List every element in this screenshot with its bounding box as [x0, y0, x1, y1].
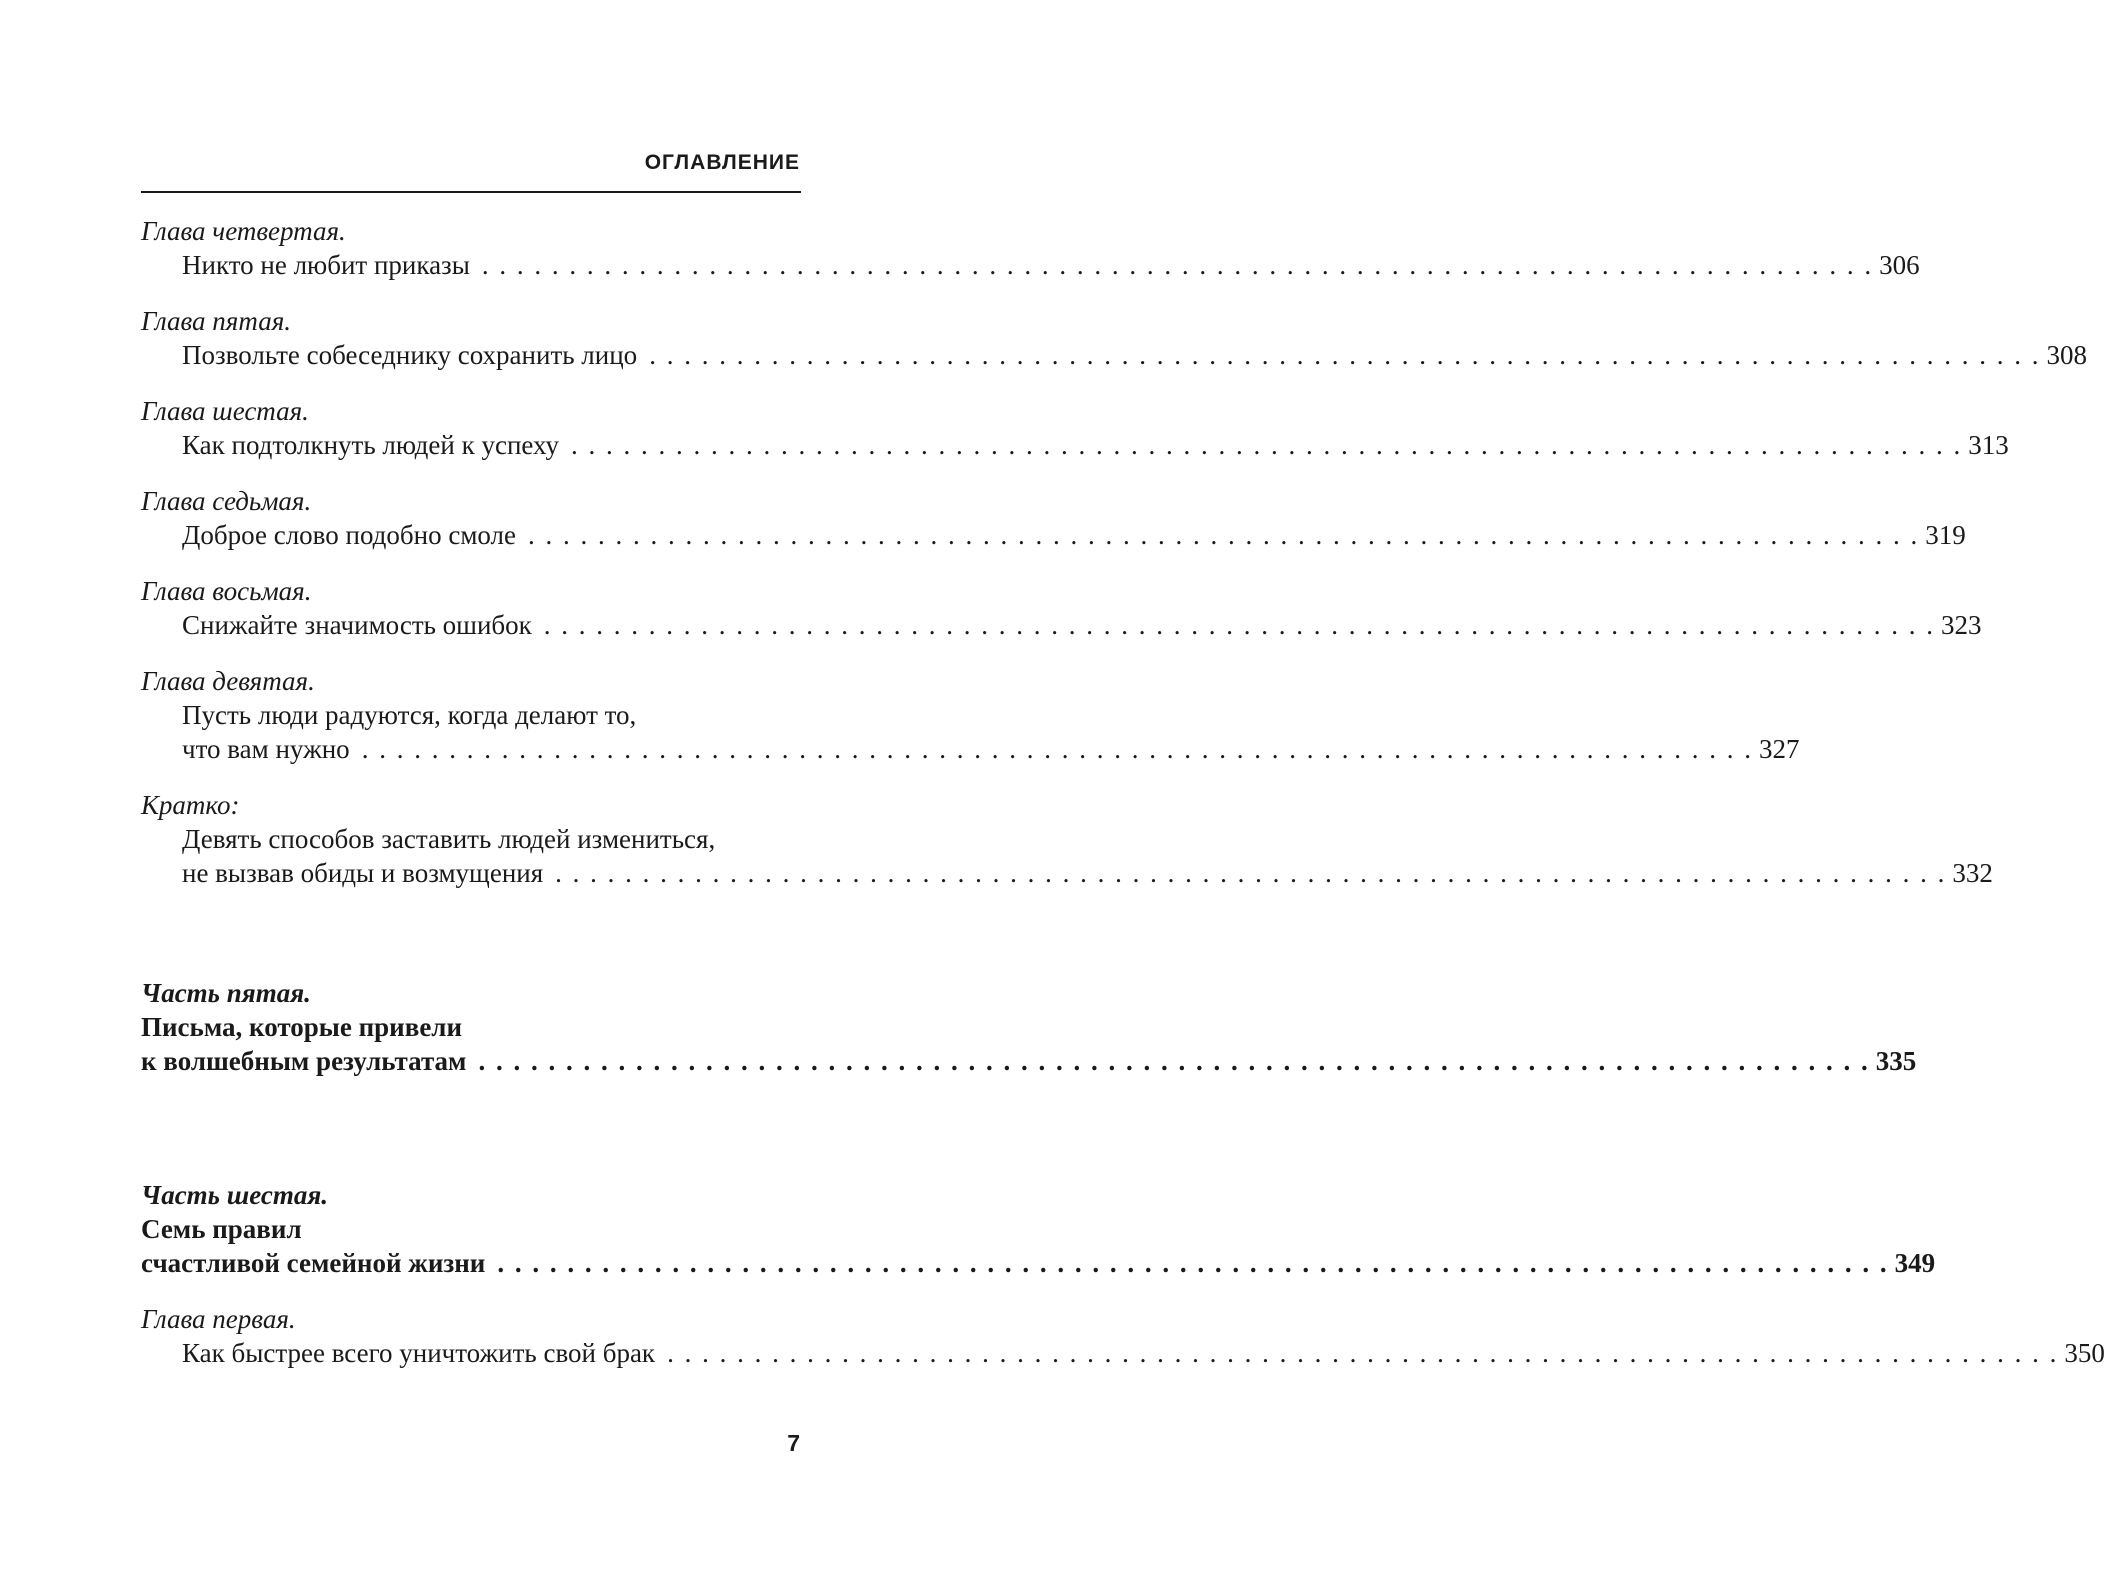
dot-leader: . . . . . . . . . . . . . . . . . . . . . . . . . . . . . . . . . . . . . . . . . . . . . . . . . . . . . . . . . . . . . . . . . . . . . . . . . . . . . . . . [555, 858, 1947, 888]
part-label: Часть шестая. [141, 1180, 329, 1210]
chapter-title-cont: что вам нужно [182, 734, 350, 764]
page-ref: 308 [2046, 340, 2087, 370]
chapter-label: Кратко: [141, 790, 240, 820]
chapter-label: Глава первая. [141, 1304, 296, 1334]
dot-leader: . . . . . . . . . . . . . . . . . . . . . . . . . . . . . . . . . . . . . . . . . . . . . . . . . . . . . . . . . . . . . . . . . . . . . . . . . . . . . . . . [571, 430, 1963, 460]
page-ref: 335 [1875, 1046, 1917, 1076]
chapter-label: Глава четвертая. [141, 216, 346, 246]
toc-entry[interactable] [141, 664, 1800, 766]
part-title: Письма, которые привели [141, 1012, 463, 1042]
page-ref: 323 [1941, 610, 1982, 640]
toc-entry[interactable] [141, 304, 2087, 372]
chapter-label: Глава седьмая. [141, 486, 312, 516]
dot-leader: . . . . . . . . . . . . . . . . . . . . . . . . . . . . . . . . . . . . . . . . . . . . . . . . . . . . . . . . . . . . . . . . . . . . . . . . . . . . . . . . [478, 1046, 1870, 1076]
dot-leader: . . . . . . . . . . . . . . . . . . . . . . . . . . . . . . . . . . . . . . . . . . . . . . . . . . . . . . . . . . . . . . . . . . . . . . . . . . . . . . . . [497, 1248, 1889, 1278]
section-title: ОГЛАВЛЕНИЕ [644, 151, 800, 174]
chapter-label: Глава девятая. [141, 666, 315, 696]
toc-entry[interactable] [141, 394, 2009, 462]
toc-entry[interactable] [141, 574, 1982, 642]
page-ref: 332 [1952, 858, 1993, 888]
page-ref: 313 [1968, 430, 2009, 460]
chapter-title: Доброе слово подобно смоле [182, 520, 517, 550]
dot-leader: . . . . . . . . . . . . . . . . . . . . . . . . . . . . . . . . . . . . . . . . . . . . . . . . . . . . . . . . . . . . . . . . . . . . . . . . . . . . . . . . [543, 610, 1936, 640]
dot-leader: . . . . . . . . . . . . . . . . . . . . . . . . . . . . . . . . . . . . . . . . . . . . . . . . . . . . . . . . . . . . . . . . . . . . . . . . . . . . . . . . [649, 340, 2041, 370]
page-ref: 350 [2064, 1338, 2105, 1368]
part-title-cont: счастливой семейной жизни [141, 1248, 486, 1278]
chapter-title: Девять способов заставить людей измениться, [182, 824, 716, 854]
dot-leader: . . . . . . . . . . . . . . . . . . . . . . . . . . . . . . . . . . . . . . . . . . . . . . . . . . . . . . . . . . . . . . . . . . . . . . . . . . . . . . . . [528, 520, 1920, 550]
page-ref: 327 [1758, 734, 1800, 764]
dot-leader: . . . . . . . . . . . . . . . . . . . . . . . . . . . . . . . . . . . . . . . . . . . . . . . . . . . . . . . . . . . . . . . . . . . . . . . . . . . . . . . . [361, 734, 1753, 764]
toc-part[interactable] [141, 1178, 2105, 1370]
chapter-label: Глава восьмая. [141, 576, 312, 606]
page-ref: 319 [1925, 520, 1966, 550]
chapter-title-cont: не вызвав обиды и возмущения [182, 858, 544, 888]
toc-entry[interactable] [141, 214, 1920, 282]
chapter-title: Как подтолкнуть людей к успеху [182, 430, 559, 460]
part-label: Часть пятая. [141, 978, 311, 1008]
dot-leader: . . . . . . . . . . . . . . . . . . . . . . . . . . . . . . . . . . . . . . . . . . . . . . . . . . . . . . . . . . . . . . . . . . . . . . . . . . . . . . . . [667, 1338, 2059, 1368]
page-number: 7 [787, 1430, 800, 1456]
table-of-contents [141, 214, 2105, 1392]
chapter-title: Как быстрее всего уничтожить свой брак [182, 1338, 656, 1368]
chapter-label: Глава пятая. [141, 306, 291, 336]
dot-leader: . . . . . . . . . . . . . . . . . . . . . . . . . . . . . . . . . . . . . . . . . . . . . . . . . . . . . . . . . . . . . . . . . . . . . . . . . . . . . . . . [481, 250, 1874, 280]
toc-entry[interactable] [141, 1302, 2105, 1370]
toc-entry[interactable] [141, 484, 1966, 552]
toc-entry[interactable] [141, 788, 1993, 890]
header-divider [141, 191, 801, 193]
chapter-title: Пусть люди радуются, когда делают то, [182, 700, 637, 730]
part-title: Семь правил [141, 1214, 302, 1244]
toc-part[interactable] [141, 976, 1917, 1078]
chapter-title: Снижайте значимость ошибок [182, 610, 532, 640]
chapter-title: Никто не любит приказы [182, 250, 470, 280]
part-title-cont: к волшебным результатам [141, 1046, 467, 1076]
chapter-label: Глава шестая. [141, 396, 309, 426]
page-ref: 306 [1879, 250, 1920, 280]
page-ref: 349 [1894, 1248, 1936, 1278]
chapter-title: Позвольте собеседнику сохранить лицо [182, 340, 638, 370]
